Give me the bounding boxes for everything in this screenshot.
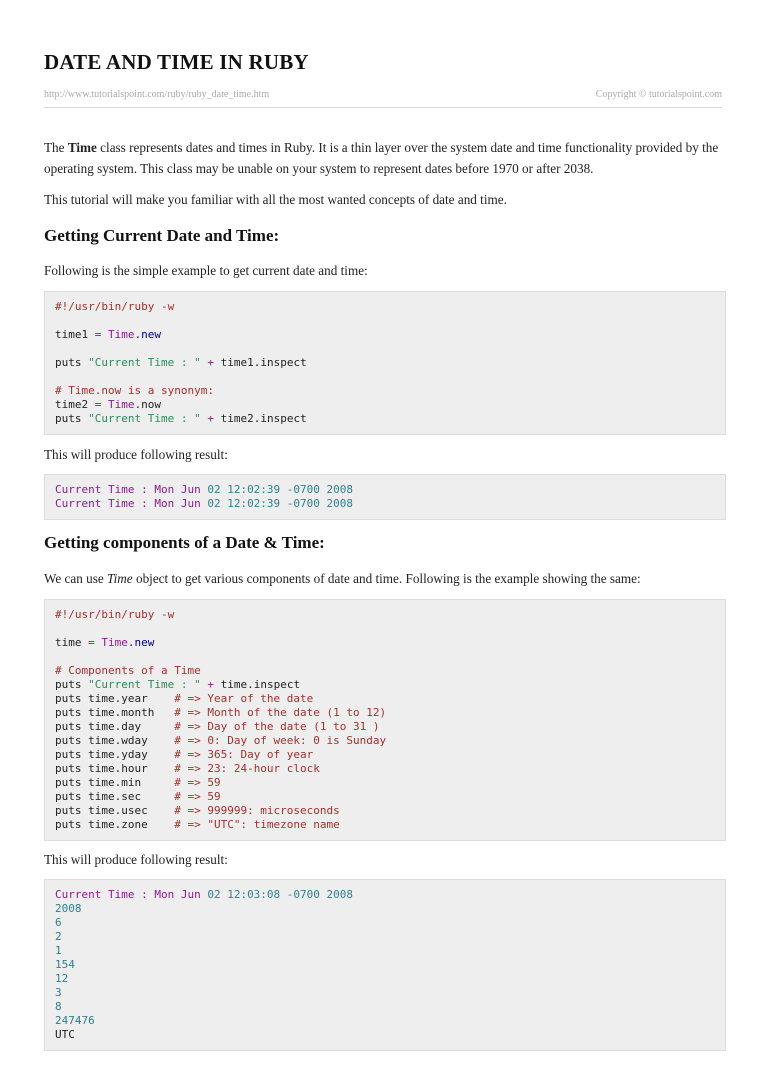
section2-description: We can use Time object to get various components of date and time. Following is the example showing the same: [44,571,641,586]
code-line: puts time.yday # => 365: Day of year [55,748,314,761]
section1-description: Following is the simple example to get current date and time: [44,263,368,278]
output-line: 8 [55,1000,62,1013]
section2-result-label: This will produce following result: [44,852,228,867]
output-line: 12 [55,972,69,985]
code-line: puts time.month # => Month of the date (1 to 12) [55,706,387,719]
code-line: puts time.day # => Day of the date (1 to 31 ) [55,720,380,733]
intro-summary: This tutorial will make you familiar with all the most wanted concepts of date and time. [44,192,507,207]
code-line: # Time.now is a synonym: [55,384,214,397]
output-block-current-time [44,474,726,520]
header-divider [44,107,722,108]
code-line: puts time.wday # => 0: Day of week: 0 is Sunday [55,734,387,747]
intro-paragraph: The Time class represents dates and times in Ruby. It is a thin layer over the system date and time functionality provided by the operating system. This class may be unable on your system to represent dates before 1970 or after 2038. [44,140,719,176]
code-line: time = Time.new [55,636,155,649]
output-line: Current Time : Mon Jun 02 12:02:39 -0700 2008 [55,483,354,496]
code-line: time1 = Time.new [55,328,161,341]
output-line: UTC [55,1028,75,1041]
output-line: Current Time : Mon Jun 02 12:03:08 -0700 2008 [55,888,354,901]
output-line: 6 [55,916,62,929]
output-block-components [44,879,726,1051]
code-line: puts time.sec # => 59 [55,790,221,803]
time-object-term: Time [107,571,133,586]
output-line: 1 [55,944,62,957]
output-line: 2008 [55,902,82,915]
copyright-notice: Copyright © tutorialspoint.com [595,89,722,100]
code-line: puts "Current Time : " + time.inspect [55,678,301,691]
code-line: puts "Current Time : " + time2.inspect [55,412,307,425]
output-line: Current Time : Mon Jun 02 12:02:39 -0700 2008 [55,497,354,510]
code-line: puts time.year # => Year of the date [55,692,314,705]
page-title: DATE AND TIME IN RUBY [44,50,309,74]
output-line: 3 [55,986,62,999]
output-line: 247476 [55,1014,95,1027]
output-line: 2 [55,930,62,943]
code-line: puts time.zone # => "UTC": timezone name [55,818,340,831]
code-line: puts "Current Time : " + time1.inspect [55,356,307,369]
output-line: 154 [55,958,75,971]
code-line: puts time.hour # => 23: 24-hour clock [55,762,320,775]
code-line: # Components of a Time [55,664,201,677]
section1-result-label: This will produce following result: [44,447,228,462]
code-line: puts time.usec # => 999999: microseconds [55,804,340,817]
section-heading-components: Getting components of a Date & Time: [44,533,325,552]
source-url[interactable]: http://www.tutorialspoint.com/ruby/ruby_date_time.htm [44,89,270,100]
code-block-current-time [44,291,726,435]
code-line: #!/usr/bin/ruby -w [55,300,175,313]
time-class-term: Time [67,140,97,155]
code-line: #!/usr/bin/ruby -w [55,608,175,621]
code-line: time2 = Time.now [55,398,161,411]
section-heading-current-date: Getting Current Date and Time: [44,226,280,245]
code-line: puts time.min # => 59 [55,776,221,789]
code-block-components [44,599,726,841]
